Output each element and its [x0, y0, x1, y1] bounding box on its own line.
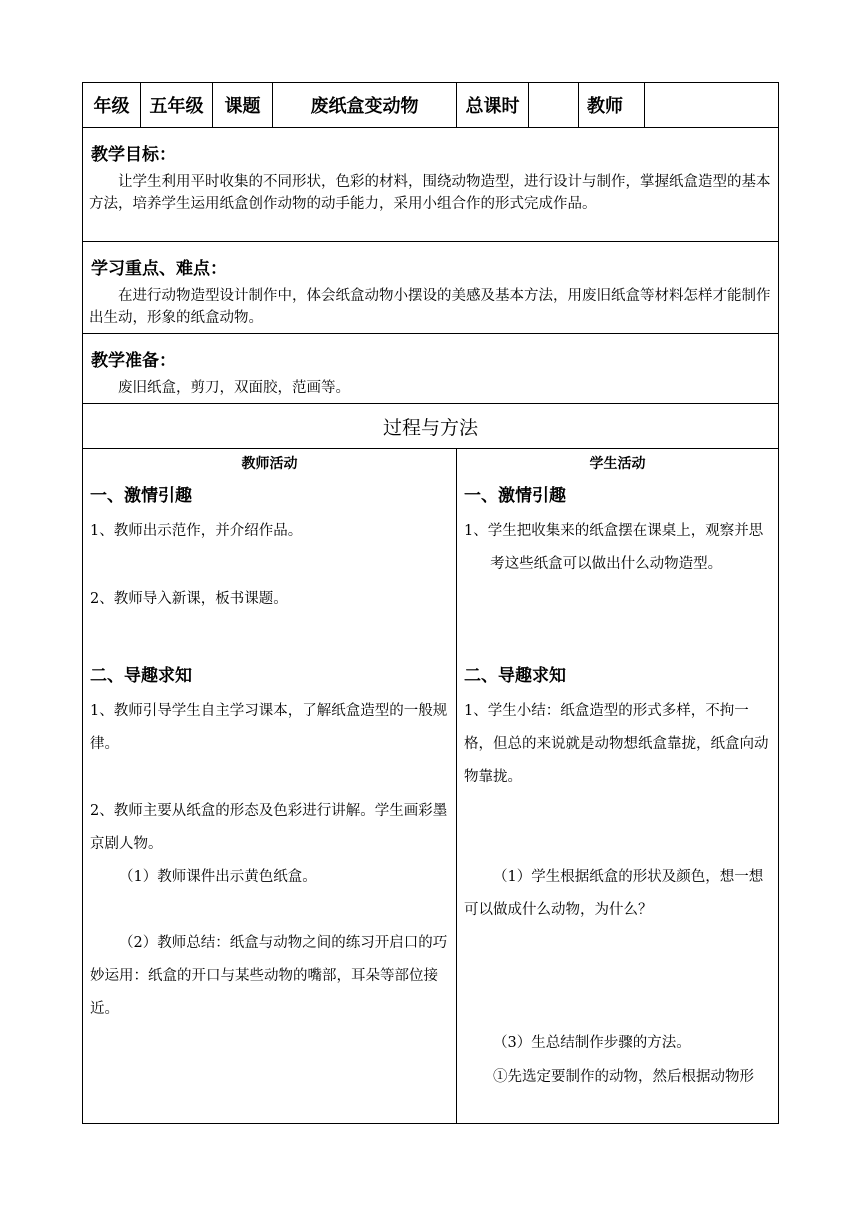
total-hours-value — [529, 83, 579, 128]
objectives-body: 让学生利用平时收集的不同形状，色彩的材料，围绕动物造型，进行设计与制作，掌握纸盒造型的基本方法，培养学生运用纸盒创作动物的动手能力，采用小组合作的形式完成作品。 — [89, 174, 771, 212]
teacher-activities — [83, 449, 457, 1124]
total-hours-label: 总课时 — [457, 83, 529, 128]
lesson-plan — [82, 82, 778, 1124]
grade-value: 五年级 — [141, 83, 213, 128]
teacher-section-1-title: 一、激情引趣 — [90, 486, 192, 506]
lesson-plan-table — [82, 82, 779, 1124]
header-row — [83, 83, 779, 128]
grade-label: 年级 — [83, 83, 141, 128]
key-points-body: 在进行动物造型设计制作中，体会纸盒动物小摆设的美感及基本方法，用废旧纸盒等材料怎样才能制作出生动，形象的纸盒动物。 — [89, 288, 771, 326]
teacher-s1-item-1: 1、教师出示范作，并介绍作品。 — [90, 523, 303, 539]
teacher-s2-item-1: 1、教师引导学生自主学习课本，了解纸盒造型的一般规律。 — [90, 703, 448, 752]
teacher-value — [645, 83, 779, 128]
preparation-title: 教学准备： — [91, 351, 176, 371]
topic-label: 课题 — [213, 83, 273, 128]
topic-value: 废纸盒变动物 — [273, 83, 457, 128]
student-activities — [457, 449, 779, 1124]
activities-row — [83, 449, 779, 1124]
teacher-s2-item-4: （2）教师总结：纸盒与动物之间的练习开启口的巧妙运用：纸盒的开口与某些动物的嘴部，耳朵等部位接近。 — [90, 935, 448, 1017]
teacher-s2-item-3: （1）教师课件出示黄色纸盒。 — [119, 869, 317, 885]
objectives-row — [83, 128, 779, 242]
student-activities-heading: 学生活动 — [589, 456, 646, 472]
process-row — [83, 404, 779, 449]
teacher-s2-item-2: 2、教师主要从纸盒的形态及色彩进行讲解。学生画彩墨京剧人物。 — [90, 803, 448, 852]
teacher-activities-heading: 教师活动 — [241, 456, 298, 472]
objectives-title: 教学目标： — [91, 145, 176, 165]
student-s2-item-1: 1、学生小结：纸盒造型的形式多样，不拘一格，但总的来说就是动物想纸盒靠拢，纸盒向动物靠拢。 — [464, 703, 769, 785]
student-section-1-title: 一、激情引趣 — [464, 486, 566, 506]
student-s2-item-3: （3）生总结制作步骤的方法。 — [493, 1035, 691, 1051]
key-points-row — [83, 242, 779, 334]
student-s2-item-2: （1）学生根据纸盒的形状及颜色，想一想可以做成什么动物，为什么？ — [464, 869, 764, 918]
process-title: 过程与方法 — [83, 404, 779, 449]
teacher-section-2-title: 二、导趣求知 — [90, 666, 192, 686]
student-s1-item-1: 1、学生把收集来的纸盒摆在课桌上，观察并思考这些纸盒可以做出什么动物造型。 — [464, 523, 764, 572]
preparation-row — [83, 334, 779, 404]
teacher-s1-item-2: 2、教师导入新课，板书课题。 — [90, 591, 288, 607]
student-s2-item-4: ①先选定要制作的动物，然后根据动物形 — [493, 1069, 754, 1085]
student-section-2-title: 二、导趣求知 — [464, 666, 566, 686]
preparation-body: 废旧纸盒，剪刀，双面胶，范画等。 — [118, 380, 350, 396]
teacher-label: 教师 — [579, 83, 645, 128]
key-points-title: 学习重点、难点： — [91, 259, 227, 279]
